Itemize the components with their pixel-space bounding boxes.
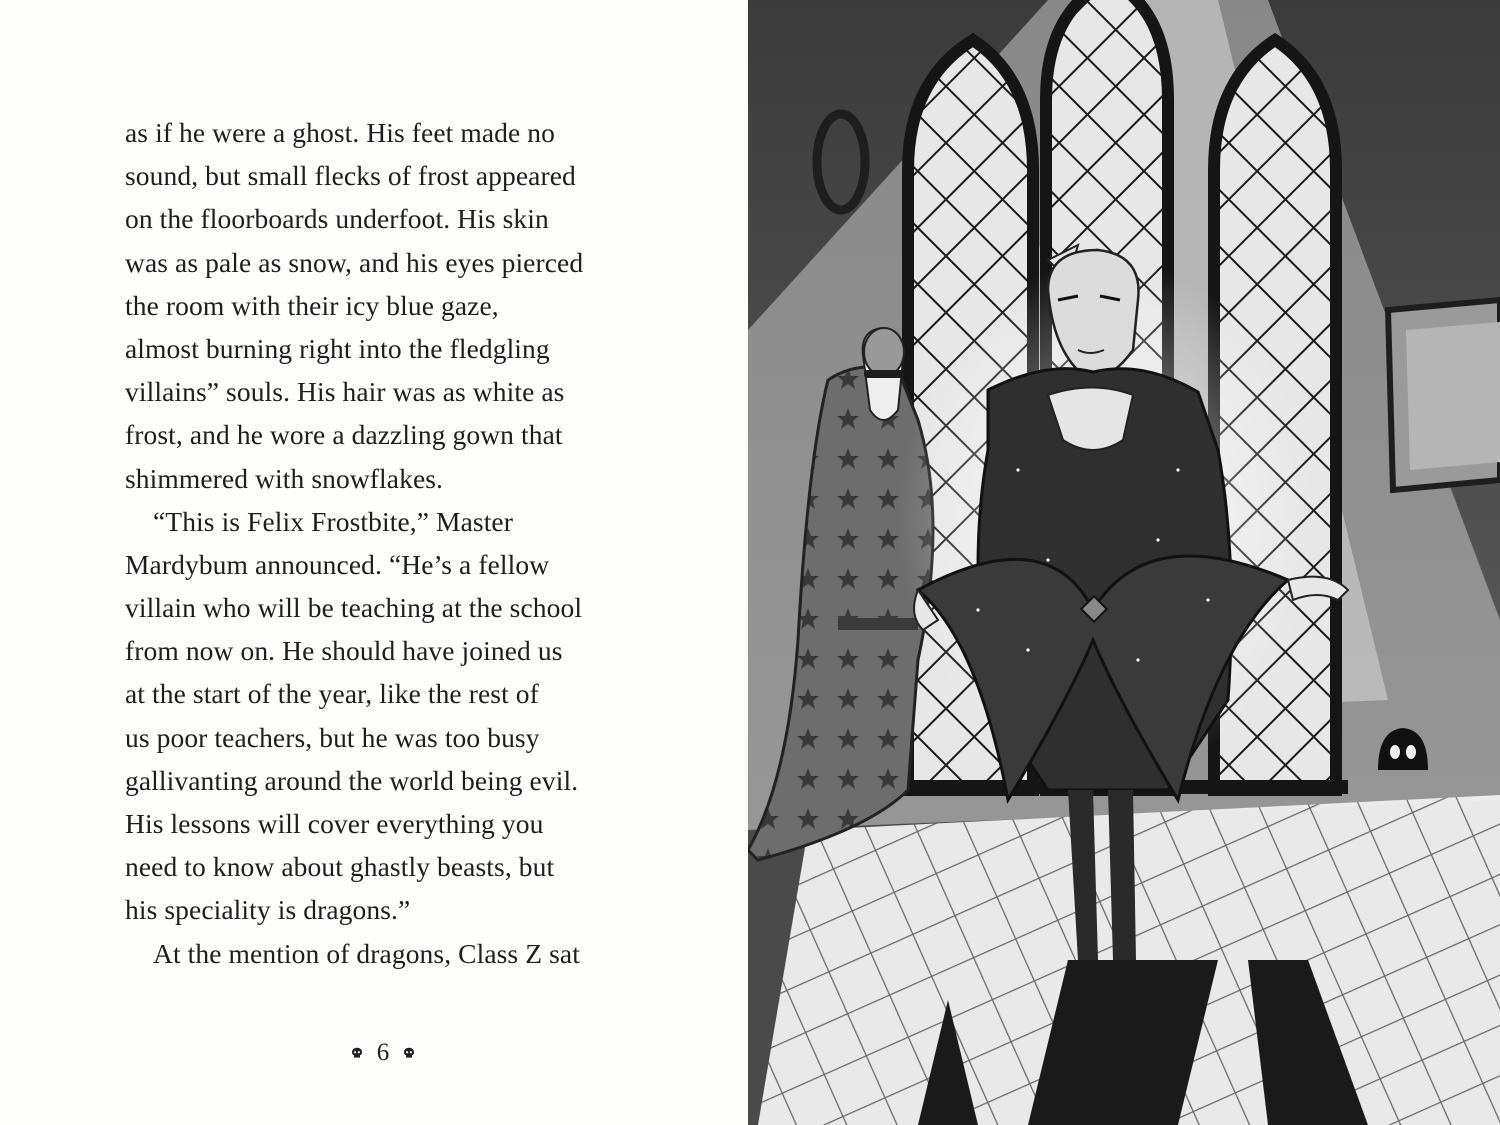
- text-line: the room with their icy blue gaze,: [125, 289, 499, 321]
- text-line: gallivanting around the world being evil.: [125, 764, 579, 796]
- text-line: on the floorboards underfoot. His skin: [125, 203, 549, 235]
- body-text: [125, 111, 685, 975]
- text-line: almost burning right into the fledgling: [125, 332, 550, 364]
- skull-icon: [351, 1047, 363, 1059]
- text-line: His lessons will cover everything you: [125, 808, 544, 839]
- text-line: “This is Felix Frostbite,” Master: [153, 505, 513, 537]
- text-line: At the mention of dragons, Class Z sat: [153, 937, 580, 969]
- text-line: villain who will be teaching at the school: [125, 592, 583, 624]
- page-footer: [338, 1036, 428, 1070]
- skull-icon: [403, 1047, 415, 1059]
- text-line: at the start of the year, like the rest of: [125, 678, 539, 710]
- text-line: as if he were a ghost. His feet made no: [125, 117, 556, 148]
- text-line: need to know about ghastly beasts, but: [125, 851, 555, 883]
- picture-frame-inner: [1406, 322, 1500, 470]
- illustration: [748, 0, 1500, 1125]
- illustration-page: [748, 0, 1500, 1125]
- text-page: [0, 0, 748, 1125]
- text-line: shimmered with snowflakes.: [125, 462, 444, 494]
- text-line: sound, but small flecks of frost appeared: [125, 160, 576, 192]
- text-line: from now on. He should have joined us: [125, 635, 563, 667]
- page-number: 6: [376, 1039, 390, 1066]
- text-line: us poor teachers, but he was too busy: [125, 721, 540, 753]
- text-line: frost, and he wore a dazzling gown that: [125, 419, 563, 451]
- text-line: was as pale as snow, and his eyes pierced: [125, 246, 584, 278]
- text-line: villains” souls. His hair was as white as: [125, 376, 565, 408]
- text-line: his speciality is dragons.”: [125, 894, 411, 926]
- text-line: Mardybum announced. “He’s a fellow: [125, 548, 550, 580]
